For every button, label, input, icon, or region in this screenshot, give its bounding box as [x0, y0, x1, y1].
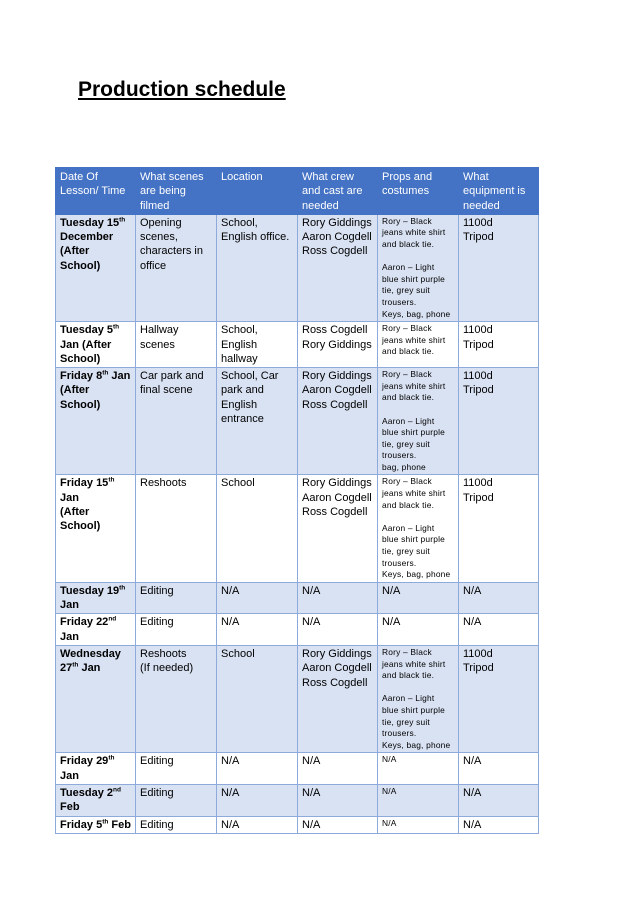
cell-line: English	[221, 338, 258, 351]
table-row	[56, 475, 539, 582]
date-cell	[56, 614, 136, 646]
props-cell	[378, 646, 459, 753]
cell-line	[382, 404, 454, 416]
cell-line: tie, grey suit	[382, 546, 430, 557]
props-cell	[378, 322, 459, 368]
location-cell	[217, 322, 298, 368]
equipment-cell	[459, 784, 539, 816]
cell-line: trousers.	[382, 557, 417, 568]
cell-line: Editing	[140, 786, 174, 799]
cell-line	[382, 511, 454, 523]
cell-line: blue shirt purple	[382, 273, 445, 284]
cell-line: N/A	[463, 818, 482, 831]
cell-line: Tuesday 19th	[60, 584, 126, 597]
cell-line: Editing	[140, 616, 174, 629]
cell-line: Aaron Cogdell	[302, 662, 372, 675]
crew-cell	[298, 753, 378, 785]
location-cell	[217, 214, 298, 321]
cell-line: School,	[221, 324, 258, 337]
cell-line: trousers.	[382, 450, 417, 461]
cell-line: Aaron Cogdell	[302, 231, 372, 244]
cell-line: N/A	[221, 786, 240, 799]
scenes-cell	[136, 214, 217, 321]
cell-line: School, Car	[221, 370, 279, 383]
cell-line: School	[221, 648, 255, 660]
cell-line: Friday 15th	[60, 476, 115, 490]
date-cell	[56, 646, 136, 753]
cell-line: 1100d	[463, 477, 493, 490]
cell-line: scenes,	[140, 231, 178, 244]
cell-line: park and	[221, 384, 264, 397]
cell-line: jeans white shirt	[382, 334, 446, 345]
cell-line: Rory – Black	[382, 215, 432, 226]
props-cell	[378, 214, 459, 321]
cell-line: 1100d	[463, 324, 493, 337]
cell-line: 1100d	[463, 216, 493, 229]
cell-line: jeans white shirt	[382, 227, 446, 238]
crew-cell	[298, 614, 378, 646]
scenes-cell	[136, 784, 217, 816]
production-schedule-table	[55, 167, 539, 834]
cell-line: N/A	[382, 754, 397, 765]
cell-line: Ross Cogdell	[302, 398, 368, 411]
cell-line: Jan	[60, 599, 79, 612]
cell-line: Tuesday 2nd	[60, 786, 121, 799]
cell-line: jeans white shirt	[382, 380, 446, 391]
scenes-cell	[136, 368, 217, 475]
cell-line: N/A	[463, 616, 482, 629]
props-cell	[378, 784, 459, 816]
cell-line: N/A	[463, 584, 482, 597]
table-row	[56, 816, 539, 833]
cell-line: Tuesday 5th	[60, 323, 120, 337]
date-cell	[56, 816, 136, 833]
cell-line: Keys, bag, phone	[382, 739, 451, 750]
scenes-cell	[136, 646, 217, 753]
cell-line: Aaron – Light	[382, 262, 435, 273]
props-cell	[378, 614, 459, 646]
cell-line: 1100d	[463, 370, 493, 383]
cell-line: N/A	[302, 616, 321, 629]
crew-cell	[298, 322, 378, 368]
cell-line: scenes	[140, 338, 175, 351]
scenes-cell	[136, 753, 217, 785]
cell-line: entrance	[221, 413, 264, 426]
table-row	[56, 784, 539, 816]
cell-line: Ross Cogdell	[302, 676, 368, 689]
cell-line: Ross Cogdell	[302, 245, 368, 258]
date-cell	[56, 322, 136, 368]
table-row	[56, 214, 539, 321]
cell-line: Rory – Black	[382, 647, 432, 657]
table-row	[56, 582, 539, 614]
cell-line: and black tie.	[382, 392, 435, 403]
cell-line: and black tie.	[382, 346, 435, 357]
props-cell	[378, 368, 459, 475]
location-cell	[217, 368, 298, 475]
props-cell	[378, 753, 459, 785]
date-cell	[56, 784, 136, 816]
column-header-crew: What crew and cast are needed	[298, 168, 378, 215]
cell-line: N/A	[382, 584, 401, 597]
crew-cell	[298, 368, 378, 475]
date-cell	[56, 475, 136, 582]
equipment-cell	[459, 614, 539, 646]
cell-line: Aaron Cogdell	[302, 491, 372, 504]
date-cell	[56, 753, 136, 785]
cell-line: Jan	[60, 630, 79, 643]
column-header-equipment: What equipment is needed	[459, 168, 539, 215]
cell-line: tie, grey suit	[382, 716, 430, 727]
crew-cell	[298, 646, 378, 753]
cell-line: N/A	[221, 616, 240, 629]
table-row	[56, 753, 539, 785]
date-cell	[56, 368, 136, 475]
cell-line: N/A	[221, 584, 240, 597]
cell-line: Aaron – Light	[382, 693, 435, 704]
equipment-cell	[459, 753, 539, 785]
cell-line: Rory – Black	[382, 369, 432, 380]
cell-line: Rory Giddings	[302, 648, 372, 660]
cell-line: jeans white shirt	[382, 658, 446, 669]
cell-line: tie, grey suit	[382, 285, 430, 296]
cell-line: N/A	[221, 755, 240, 768]
crew-cell	[298, 582, 378, 614]
date-cell	[56, 582, 136, 614]
cell-line: Friday 8th Jan	[60, 369, 131, 383]
location-cell	[217, 784, 298, 816]
column-header-scenes: What scenes are being filmed	[136, 168, 217, 215]
cell-line: Rory Giddings	[302, 338, 372, 351]
equipment-cell	[459, 582, 539, 614]
cell-line: Aaron – Light	[382, 522, 435, 533]
scenes-cell	[136, 475, 217, 582]
cell-line: Opening	[140, 216, 182, 229]
cell-line: (After School)	[60, 384, 101, 411]
cell-line: N/A	[382, 817, 397, 828]
cell-line: Rory Giddings	[302, 216, 372, 229]
cell-line: Rory – Black	[382, 476, 432, 487]
crew-cell	[298, 475, 378, 582]
cell-line: Editing	[140, 755, 174, 768]
cell-line: (If needed)	[140, 662, 194, 675]
cell-line: N/A	[221, 818, 240, 831]
scenes-cell	[136, 322, 217, 368]
scenes-cell	[136, 614, 217, 646]
crew-cell	[298, 816, 378, 833]
equipment-cell	[459, 475, 539, 582]
date-cell	[56, 214, 136, 321]
props-cell	[378, 582, 459, 614]
cell-line: Ross Cogdell	[302, 506, 368, 519]
cell-line: December	[60, 231, 114, 244]
cell-line: School	[221, 477, 255, 490]
cell-line: Friday 29th	[60, 754, 115, 768]
table-row	[56, 368, 539, 475]
cell-line: N/A	[382, 616, 401, 629]
location-cell	[217, 753, 298, 785]
cell-line: English	[221, 398, 258, 411]
cell-line: Tuesday 15th	[60, 216, 126, 229]
equipment-cell	[459, 368, 539, 475]
cell-line: Aaron – Light	[382, 415, 435, 426]
cell-line: 1100d	[463, 648, 493, 660]
location-cell	[217, 816, 298, 833]
cell-line: tie, grey suit	[382, 438, 430, 449]
cell-line: School,	[221, 216, 258, 229]
table-row	[56, 646, 539, 753]
column-header-date: Date Of Lesson/ Time	[56, 168, 136, 215]
cell-line: bag, phone	[382, 461, 426, 472]
cell-line: Rory Giddings	[302, 477, 372, 490]
cell-line: and black tie.	[382, 499, 435, 510]
cell-line: and black tie.	[382, 239, 435, 250]
equipment-cell	[459, 816, 539, 833]
cell-line: Editing	[140, 584, 174, 597]
cell-line: N/A	[302, 786, 321, 799]
props-cell	[378, 475, 459, 582]
cell-line: Friday 5th Feb	[60, 817, 131, 831]
cell-line: Keys, bag, phone	[382, 308, 451, 319]
cell-line: N/A	[302, 584, 321, 597]
table-row	[56, 322, 539, 368]
cell-line: Jan	[60, 769, 79, 782]
cell-line: N/A	[302, 755, 321, 768]
location-cell	[217, 475, 298, 582]
cell-line: Tripod	[463, 662, 494, 675]
cell-line: Wednesday	[60, 648, 121, 660]
cell-line: characters in	[140, 245, 203, 258]
cell-line: Rory – Black	[382, 323, 432, 334]
cell-line: and black tie.	[382, 670, 435, 681]
cell-line: final scene	[140, 384, 193, 397]
page-title: Production schedule	[78, 78, 286, 101]
cell-line: (After School)	[60, 506, 101, 533]
cell-line: Car park and	[140, 370, 204, 383]
cell-line: 27th Jan	[60, 661, 101, 675]
cell-line: Feb	[60, 801, 80, 814]
cell-line: Reshoots	[140, 648, 187, 660]
cell-line: Jan (After	[60, 338, 112, 351]
cell-line: Ross Cogdell	[302, 324, 368, 337]
crew-cell	[298, 784, 378, 816]
equipment-cell	[459, 646, 539, 753]
cell-line: Editing	[140, 818, 174, 831]
crew-cell	[298, 214, 378, 321]
cell-line: Reshoots	[140, 477, 187, 490]
cell-line: Rory Giddings	[302, 370, 372, 383]
table-row	[56, 614, 539, 646]
cell-line: N/A	[382, 785, 397, 796]
cell-line: blue shirt purple	[382, 534, 445, 545]
scenes-cell	[136, 816, 217, 833]
cell-line: Keys, bag, phone	[382, 569, 451, 580]
cell-line: N/A	[463, 755, 482, 768]
cell-line: English office.	[221, 231, 290, 244]
cell-line: blue shirt purple	[382, 427, 445, 438]
cell-line: hallway	[221, 352, 258, 365]
cell-line: Jan	[60, 491, 79, 504]
cell-line: Hallway	[140, 324, 179, 337]
location-cell	[217, 646, 298, 753]
equipment-cell	[459, 214, 539, 321]
cell-line: (After School)	[60, 245, 101, 272]
cell-line	[382, 251, 454, 263]
location-cell	[217, 582, 298, 614]
header-row	[56, 168, 539, 215]
cell-line: trousers.	[382, 728, 417, 739]
cell-line: N/A	[302, 818, 321, 831]
column-header-props: Props and costumes	[378, 168, 459, 215]
scenes-cell	[136, 582, 217, 614]
cell-line: Tripod	[463, 231, 494, 244]
cell-line: Aaron Cogdell	[302, 384, 372, 397]
cell-line: trousers.	[382, 297, 417, 308]
cell-line: Tripod	[463, 491, 494, 504]
cell-line: N/A	[463, 786, 482, 799]
cell-line	[382, 682, 454, 694]
equipment-cell	[459, 322, 539, 368]
props-cell	[378, 816, 459, 833]
cell-line: jeans white shirt	[382, 488, 446, 499]
cell-line: office	[140, 259, 167, 272]
column-header-location: Location	[217, 168, 298, 215]
schedule-body	[56, 214, 539, 833]
cell-line: blue shirt purple	[382, 704, 445, 715]
cell-line: School)	[60, 352, 101, 365]
cell-line: Tripod	[463, 338, 494, 351]
location-cell	[217, 614, 298, 646]
cell-line: Tripod	[463, 384, 494, 397]
cell-line: Friday 22nd	[60, 615, 117, 629]
